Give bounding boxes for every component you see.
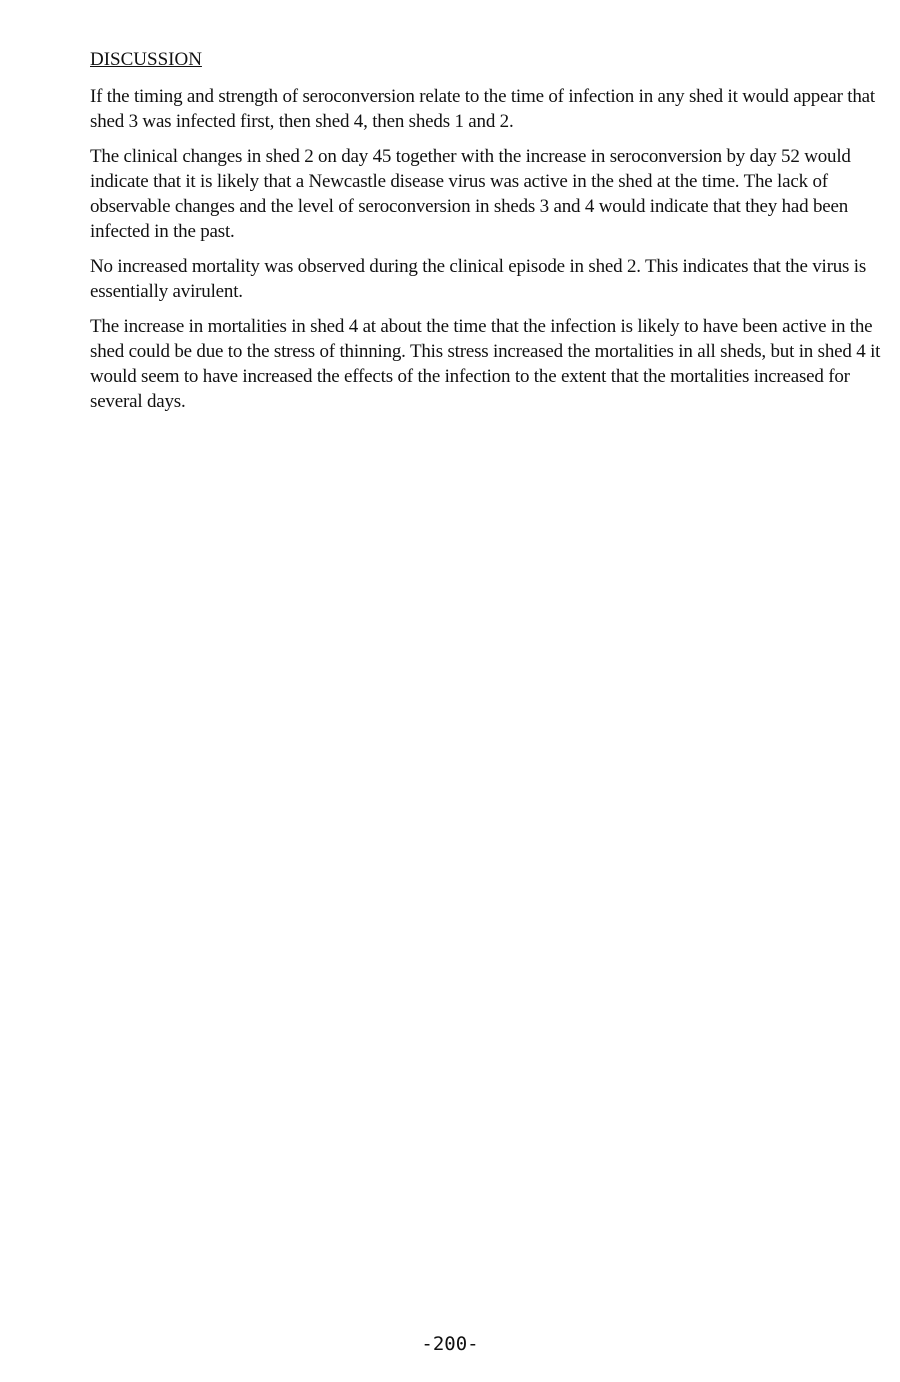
paragraph-thinning-stress: The increase in mortalities in shed 4 at about the time that the infection is likely to have been active in the shed could be due to the stress of thinning. This stress increased the mortalities in all sheds, but in shed 4 it would seem to have increased the effects of the infection to the extent that the mortalities increased for several days. — [90, 316, 881, 412]
paragraph-clinical-changes: The clinical changes in shed 2 on day 45 together with the increase in seroconversion by day 52 would indicate that it is likely that a Newcastle disease virus was active in the shed at the time. The lack of observable changes and the level of seroconversion in sheds 3 and 4 would indicate that they had been infected in the past. — [90, 146, 851, 242]
paragraph-seroconversion-timing: If the timing and strength of seroconversion relate to the time of infection in any shed it would appear that shed 3 was infected first, then shed 4, then sheds 1 and 2. — [90, 86, 875, 132]
document-page — [90, 48, 896, 424]
paragraph-mortality: No increased mortality was observed during the clinical episode in shed 2. This indicates that the virus is essentially avirulent. — [90, 256, 867, 302]
page-number: -200- — [421, 1333, 479, 1355]
section-heading: DISCUSSION — [90, 49, 202, 70]
